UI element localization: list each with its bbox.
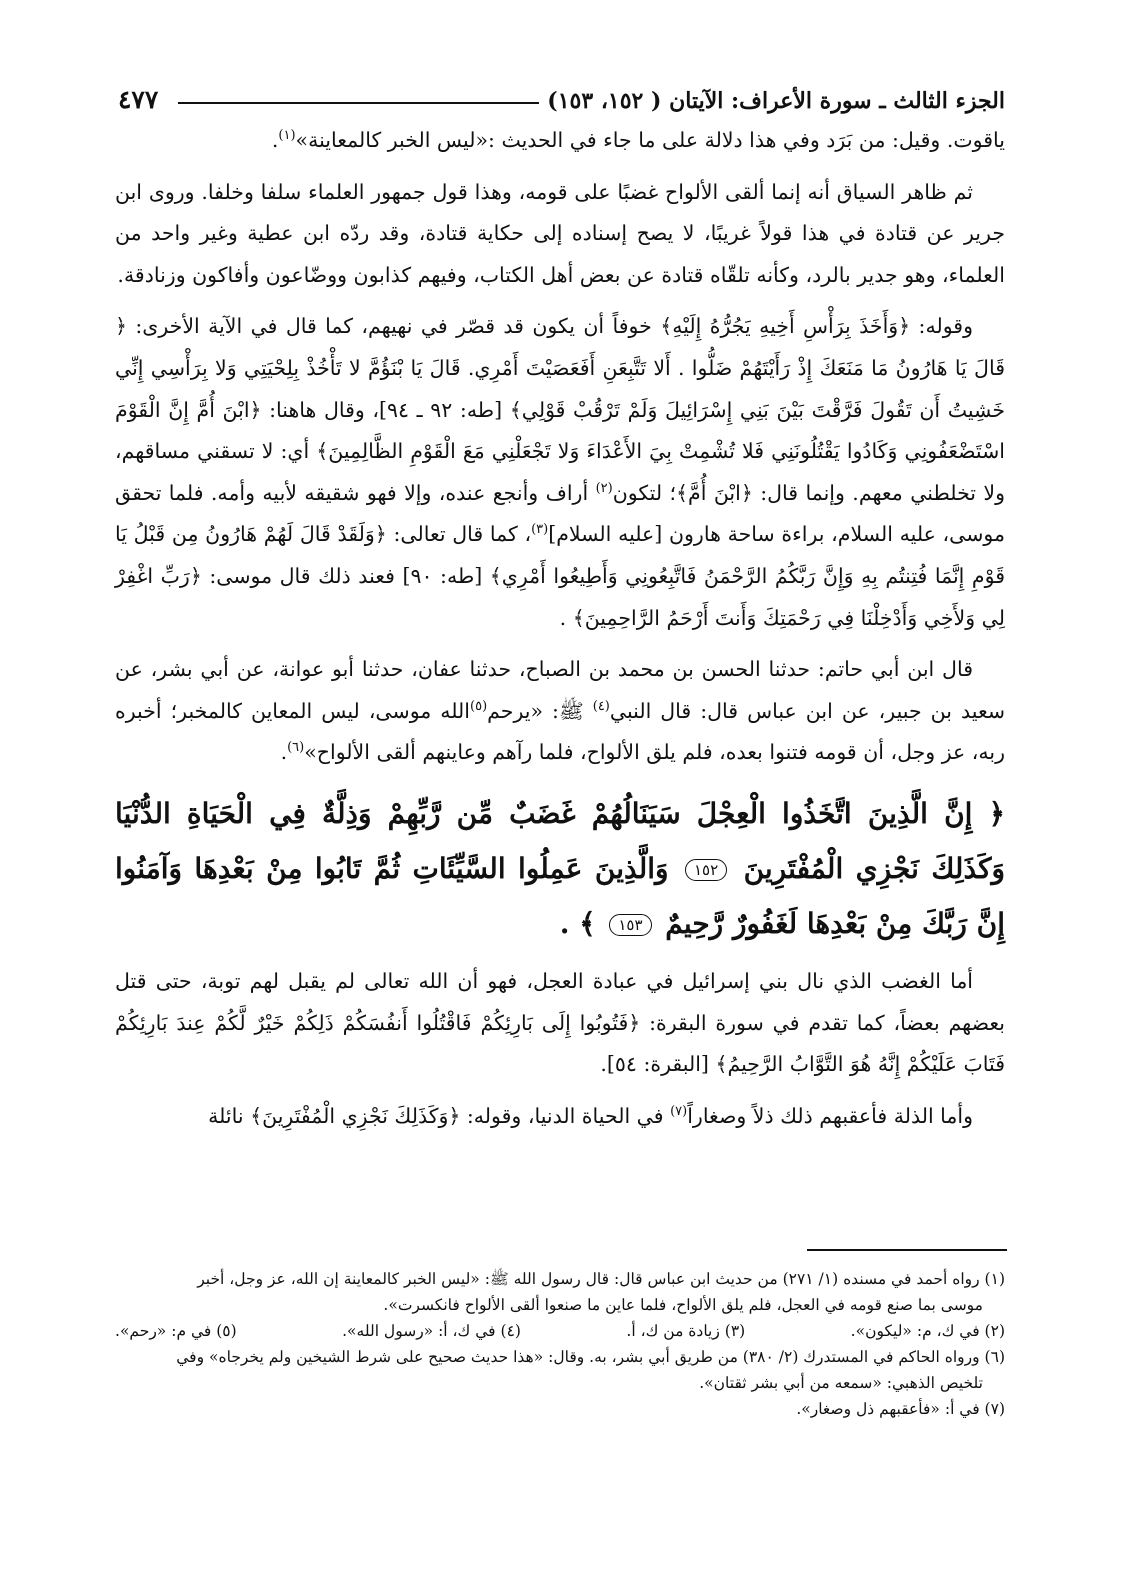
footnote-marker: (٥): [470, 698, 488, 714]
footnote: (٤) في ك، أ: «رسول الله».: [342, 1322, 521, 1340]
paragraph: وقوله: ﴿وَأَخَذَ بِرَأْسِ أَخِيهِ يَجُرُّهُ إِلَيْهِ﴾ خوفاً أن يكون قد قصّر في نهيهم، كما قال في الآية الأخرى: ﴿ قَالَ يَا هَارُونُ مَا مَنَعَكَ إِذْ رَأَيْتَهُمْ ضَلُّوا . أَلا تَتَّبِعَنِ أَفَعَصَيْتَ أَمْرِي. قَالَ يَا بْنَؤُمَّ لا تَأْخُذْ بِلِحْيَتِي وَلا بِرَأْسِي إِنِّي خَشِيتُ أَن تَقُولَ فَرَّقْتَ بَيْنَ بَنِي إِسْرَائِيلَ وَلَمْ تَرْقُبْ قَوْلِي﴾ [طه: ٩٢ ـ ٩٤]، وقال هاهنا: ﴿ابْنَ أُمَّ إِنَّ الْقَوْمَ اسْتَضْعَفُونِي وَكَادُوا يَقْتُلُونَنِي فَلا تُشْمِتْ بِيَ الأَعْدَاءَ وَلا تَجْعَلْنِي مَعَ الْقَوْمِ الظَّالِمِينَ﴾ أي: لا تسقني مساقهم، ولا تخلطني معهم. وإنما قال: ﴿ابْنَ أُمَّ﴾؛ لتكون$^{(٢)}$ أراف وأنجع عنده، وإلا فهو شقيقه لأبيه وأمه. فلما تحقق موسى، عليه السلام، براءة ساحة هارون [عليه السلام]$^{(٣)}$، كما قال تعالى: ﴿وَلَقَدْ قَالَ لَهُمْ هَارُونُ مِن قَبْلُ يَا قَوْمِ إِنَّمَا فُتِنتُم بِهِ وَإِنَّ رَبَّكُمُ الرَّحْمَنُ فَاتَّبِعُونِي وَأَطِيعُوا أَمْرِي﴾ [طه: ٩٠] فعند ذلك قال موسى: ﴿رَبِّ اغْفِرْ لِي وَلأَخِي وَأَدْخِلْنَا فِي رَحْمَتِكَ وَأَنتَ أَرْحَمُ الرَّاحِمِينَ﴾ .: [115, 314, 1006, 630]
paragraph: ياقوت. وقيل: من بَرَد وفي هذا دلالة على ما جاء في الحديث :«ليس الخبر كالمعاينة»$^{(١)}$.: [271, 128, 1005, 152]
footnote-continued: تلخيص الذهبي: «سمعه من أبي بشر ثقتان».: [699, 1374, 983, 1392]
running-title: الجزء الثالث ـ سورة الأعراف: الآيتان ( ١٥٢، ١٥٣): [547, 88, 1005, 114]
quran-verse: ﴿ إِنَّ الَّذِينَ اتَّخَذُوا الْعِجْلَ سَيَنَالُهُمْ غَضَبٌ مِّن رَّبِّهِمْ وَذِلَّةٌ فِي الْحَيَاةِ الدُّنْيَا وَكَذَلِكَ نَجْزِي الْمُفْتَرِينَ ١٥٢ وَالَّذِينَ عَمِلُوا السَّيِّئَاتِ ثُمَّ تَابُوا مِنْ بَعْدِهَا وَآمَنُوا إِنَّ رَبَّكَ مِنْ بَعْدِهَا لَغَفُورٌ رَّحِيمٌ ١٥٣ ﴾ .: [115, 796, 1006, 940]
page-header: [118, 72, 1005, 112]
header-rule: [178, 102, 539, 104]
ayah-number-marker: ١٥٢: [685, 859, 727, 881]
footnote-continued: موسى بما صنع قومه في العجل، فلم يلق الألواح، فلما عاين ما صنعوا ألقى الألواح فانكسرت».: [383, 1296, 983, 1314]
footnote: (٥) في م: «رحم».: [115, 1322, 237, 1340]
footnote-marker: (٦): [287, 740, 305, 756]
footnote-marker: (٧): [670, 1103, 688, 1119]
paragraph: ثم ظاهر السياق أنه إنما ألقى الألواح غضبًا على قومه، وهذا قول جمهور العلماء سلفا وخلفا. وروى ابن جرير عن قتادة في هذا قولاً غريبًا، لا يصح إسناده إلى حكاية قتادة، وقد ردّه ابن عطية وغير واحد من العلماء، وهو جدير بالرد، وكأنه تلقّاه قتادة عن بعض أهل الكتاب، وفيهم كذابون ووضّاعون وأفاكون وزنادقة.: [115, 179, 1005, 287]
footnote-separator: [807, 1249, 1007, 1251]
footnote: (١) رواه أحمد في مسنده (١/ ٢٧١) من حديث ابن عباس قال: قال رسول الله ﷺ: «ليس الخبر كالمعاينة إن الله، عز وجل، أخبر: [197, 1270, 1005, 1288]
footnote: (٧) في أ: «فأعقبهم ذل وصغار».: [796, 1400, 1005, 1418]
footnote-marker: (٢): [595, 480, 613, 496]
paragraph: أما الغضب الذي نال بني إسرائيل في عبادة العجل، فهو أن الله تعالى لم يقبل لهم توبة، حتى قتل بعضهم بعضاً، كما تقدم في سورة البقرة: ﴿فَتُوبُوا إِلَى بَارِئِكُمْ فَاقْتُلُوا أَنفُسَكُمْ ذَلِكُمْ خَيْرٌ لَّكُمْ عِندَ بَارِئِكُمْ فَتَابَ عَلَيْكُمْ إِنَّهُ هُوَ التَّوَّابُ الرَّحِيمُ﴾ [البقرة: ٥٤].: [115, 968, 1005, 1077]
footnote: (٢) في ك، م: «ليكون».: [850, 1322, 1005, 1340]
footnote-marker: (١): [278, 128, 296, 144]
footnote-marker: (٤): [592, 698, 610, 714]
paragraph: قال ابن أبي حاتم: حدثنا الحسن بن محمد بن الصباح، حدثنا عفان، حدثنا أبو عوانة، عن أبي بشر، عن سعيد بن جبير، عن ابن عباس قال: قال النبي$^{(٤)}$ ﷺ: «يرحم$^{(٥)}$الله موسى، ليس المعاين كالمخبر؛ أخبره ربه، عز وجل، أن قومه فتنوا بعده، فلم يلق الألواح، فلما رآهم وعاينهم ألقى الألواح»$^{(٦)}$.: [115, 657, 1006, 765]
page-number: ٤٧٧: [118, 85, 159, 114]
footnotes: [115, 1266, 1005, 1422]
footnote: (٦) ورواه الحاكم في المستدرك (٢/ ٣٨٠) من طريق أبي بشر، به. وقال: «هذا حديث صحيح على شرط الشيخين ولم يخرجاه» وفي: [176, 1348, 1005, 1366]
footnote: (٣) زيادة من ك، أ.: [626, 1322, 746, 1340]
main-text: [115, 120, 1005, 1137]
ayah-number-marker: ١٥٣: [609, 914, 651, 936]
paragraph: وأما الذلة فأعقبهم ذلك ذلاً وصغاراً$^{(٧)}$ في الحياة الدنيا، وقوله: ﴿وَكَذَلِكَ نَجْزِي الْمُفْتَرِينَ﴾ نائلة: [208, 1103, 973, 1128]
footnote-row: [115, 1318, 1005, 1344]
footnote-marker: (٣): [531, 522, 549, 538]
